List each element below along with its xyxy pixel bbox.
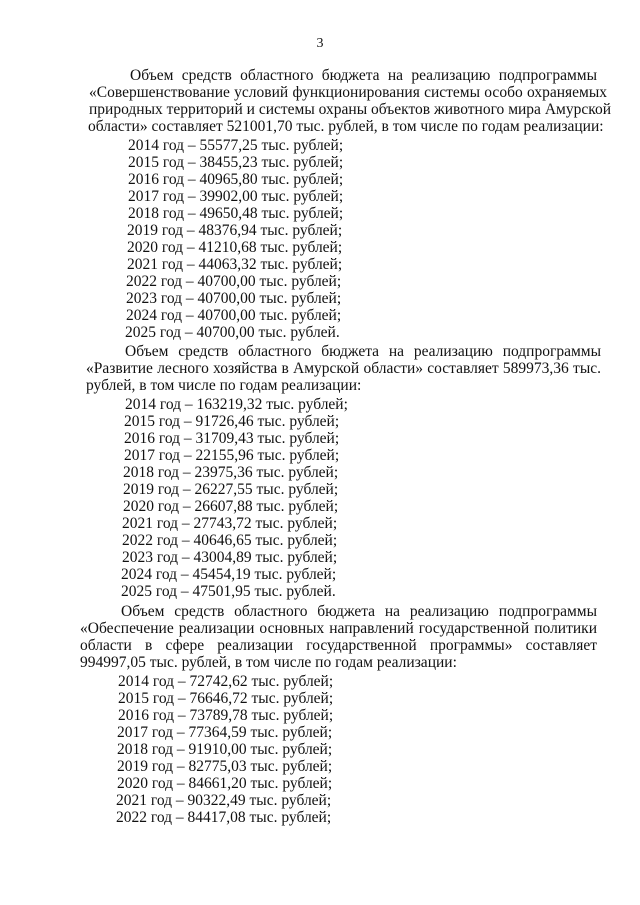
year-line: 2014 год – 55577,25 тыс. рублей; xyxy=(128,137,344,154)
year-line: 2024 год – 40700,00 тыс. рублей; xyxy=(126,307,342,324)
paragraph-line: Объем средств областного бюджета на реализацию подпрограммы xyxy=(121,603,597,620)
year-line: 2019 год – 26227,55 тыс. рублей; xyxy=(123,481,339,498)
year-line: 2023 год – 43004,89 тыс. рублей; xyxy=(122,549,338,566)
year-line: 2017 год – 39902,00 тыс. рублей; xyxy=(128,188,344,205)
year-line: 2017 год – 77364,59 тыс. рублей; xyxy=(117,724,333,741)
year-line: 2015 год – 91726,46 тыс. рублей; xyxy=(124,413,340,430)
year-line: 2016 год – 40965,80 тыс. рублей; xyxy=(128,171,344,188)
year-line: 2016 год – 31709,43 тыс. рублей; xyxy=(124,430,340,447)
year-line: 2020 год – 41210,68 тыс. рублей; xyxy=(127,239,343,256)
year-line: 2015 год – 76646,72 тыс. рублей; xyxy=(118,690,334,707)
year-line: 2018 год – 91910,00 тыс. рублей; xyxy=(117,741,333,758)
paragraph-line: 994997,05 тыс. рублей, в том числе по годам реализации: xyxy=(80,654,457,671)
year-line: 2025 год – 47501,95 тыс. рублей. xyxy=(121,583,336,600)
year-line: 2016 год – 73789,78 тыс. рублей; xyxy=(118,707,334,724)
year-line: 2020 год – 26607,88 тыс. рублей; xyxy=(123,498,339,515)
year-line: 2015 год – 38455,23 тыс. рублей; xyxy=(128,154,344,171)
year-line: 2022 год – 84417,08 тыс. рублей; xyxy=(116,809,332,826)
paragraph-line: области в сфере реализации государственной программы» составляет xyxy=(80,637,597,654)
page-number: 3 xyxy=(316,36,324,51)
year-line: 2021 год – 27743,72 тыс. рублей; xyxy=(122,515,338,532)
year-line: 2014 год – 163219,32 тыс. рублей; xyxy=(125,396,348,413)
year-line: 2022 год – 40700,00 тыс. рублей; xyxy=(126,273,342,290)
year-line: 2018 год – 23975,36 тыс. рублей; xyxy=(123,464,339,481)
paragraph-line: «Развитие лесного хозяйства в Амурской области» составляет 589973,36 тыс. xyxy=(86,360,601,377)
year-line: 2018 год – 49650,48 тыс. рублей; xyxy=(128,205,344,222)
year-line: 2014 год – 72742,62 тыс. рублей; xyxy=(118,673,334,690)
year-line: 2023 год – 40700,00 тыс. рублей; xyxy=(126,290,342,307)
year-line: 2019 год – 82775,03 тыс. рублей; xyxy=(117,758,333,775)
year-line: 2021 год – 44063,32 тыс. рублей; xyxy=(127,256,343,273)
paragraph-line: области» составляет 521001,70 тыс. рублей, в том числе по годам реализации: xyxy=(88,118,604,135)
year-line: 2022 год – 40646,65 тыс. рублей; xyxy=(122,532,338,549)
year-line: 2025 год – 40700,00 тыс. рублей. xyxy=(125,324,340,341)
paragraph-line: Объем средств областного бюджета на реализацию подпрограммы xyxy=(125,343,601,360)
year-line: 2021 год – 90322,49 тыс. рублей; xyxy=(116,792,332,809)
year-line: 2017 год – 22155,96 тыс. рублей; xyxy=(124,447,340,464)
year-line: 2019 год – 48376,94 тыс. рублей; xyxy=(127,222,343,239)
paragraph-line: природных территорий и системы охраны объектов животного мира Амурской xyxy=(89,101,611,118)
paragraph-line: Объем средств областного бюджета на реализацию подпрограммы xyxy=(130,67,597,84)
year-line: 2020 год – 84661,20 тыс. рублей; xyxy=(117,775,333,792)
year-line: 2024 год – 45454,19 тыс. рублей; xyxy=(121,566,337,583)
paragraph-line: «Совершенствование условий функционирования системы особо охраняемых xyxy=(89,84,607,101)
paragraph-line: «Обеспечение реализации основных направлений государственной политики xyxy=(80,620,597,637)
paragraph-line: рублей, в том числе по годам реализации: xyxy=(86,377,362,394)
